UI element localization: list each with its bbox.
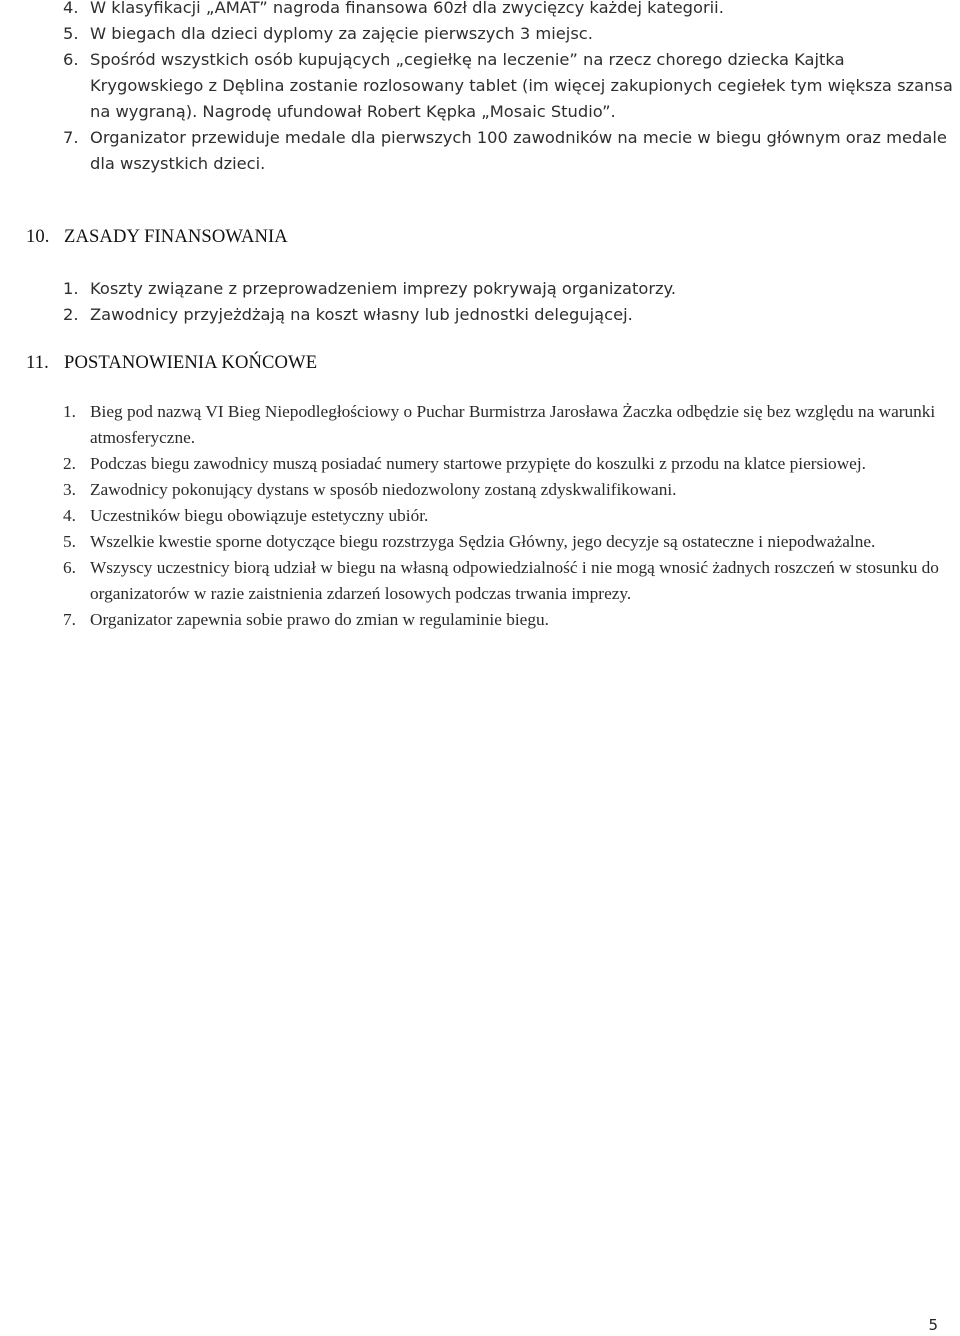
- list-item: [63, 47, 958, 125]
- item-text: Spośród wszystkich osób kupujących „cegiełkę na leczenie” na rzecz chorego dziecka Kajtka Krygowskiego z Dęblina zostanie rozlosowany tablet (im więcej zakupionych cegiełek tym większa szansa na wygraną). Nagrodę ufundował Robert Kępka „Mosaic Studio”.: [90, 50, 953, 121]
- financing-list: [63, 276, 958, 328]
- section-title: POSTANOWIENIA KOŃCOWE: [64, 352, 318, 373]
- item-text: Uczestników biegu obowiązuje estetyczny ubiór.: [90, 506, 429, 525]
- item-number: 1.: [63, 402, 76, 421]
- list-item: [63, 607, 958, 633]
- item-number: 4.: [63, 506, 76, 525]
- final-provisions-list: [63, 399, 958, 633]
- item-text: Wszyscy uczestnicy biorą udział w biegu na własną odpowiedzialność i nie mogą wnosić żadnych roszczeń w stosunku do organizatorów w razie zaistnienia zdarzeń losowych podczas trwania imprezy.: [90, 558, 939, 603]
- item-text: Zawodnicy pokonujący dystans w sposób niedozwolony zostaną zdyskwalifikowani.: [90, 480, 677, 499]
- list-item: [63, 0, 958, 21]
- item-number: 2.: [63, 305, 79, 324]
- section-number: 10.: [26, 226, 50, 247]
- list-item: [63, 399, 958, 451]
- list-item: [63, 302, 958, 328]
- list-item: [63, 276, 958, 302]
- item-text: Organizator przewiduje medale dla pierwszych 100 zawodników na mecie w biegu głównym oraz medale dla wszystkich dzieci.: [90, 128, 947, 173]
- item-text: Organizator zapewnia sobie prawo do zmian w regulaminie biegu.: [90, 610, 549, 629]
- section-title: ZASADY FINANSOWANIA: [64, 226, 288, 247]
- list-item: [63, 21, 958, 47]
- item-text: Wszelkie kwestie sporne dotyczące biegu rozstrzyga Sędzia Główny, jego decyzje są ostateczne i niepodważalne.: [90, 532, 876, 551]
- list-item: [63, 125, 958, 177]
- item-number: 7.: [63, 128, 79, 147]
- section-heading-financing: [26, 224, 288, 250]
- item-number: 2.: [63, 454, 76, 473]
- item-number: 1.: [63, 279, 79, 298]
- item-number: 4.: [63, 0, 79, 17]
- item-number: 5.: [63, 24, 79, 43]
- item-text: Koszty związane z przeprowadzeniem imprezy pokrywają organizatorzy.: [90, 279, 677, 298]
- item-text: W biegach dla dzieci dyplomy za zajęcie pierwszych 3 miejsc.: [90, 24, 593, 43]
- item-text: Zawodnicy przyjeżdżają na koszt własny lub jednostki delegującej.: [90, 305, 633, 324]
- item-number: 6.: [63, 558, 76, 577]
- item-text: W klasyfikacji „AMAT” nagroda finansowa 60zł dla zwycięzcy każdej kategorii.: [90, 0, 724, 17]
- list-item: [63, 529, 958, 555]
- section-number: 11.: [26, 352, 49, 373]
- prizes-list: [63, 0, 958, 177]
- list-item: [63, 477, 958, 503]
- item-number: 3.: [63, 480, 76, 499]
- page-number: 5: [928, 1316, 938, 1334]
- item-text: Podczas biegu zawodnicy muszą posiadać numery startowe przypięte do koszulki z przodu na klatce piersiowej.: [90, 454, 866, 473]
- item-number: 6.: [63, 50, 79, 69]
- list-item: [63, 503, 958, 529]
- list-item: [63, 451, 958, 477]
- item-number: 7.: [63, 610, 76, 629]
- item-number: 5.: [63, 532, 76, 551]
- item-text: Bieg pod nazwą VI Bieg Niepodległościowy o Puchar Burmistrza Jarosława Żaczka odbędzie się bez względu na warunki atmosferyczne.: [90, 402, 936, 447]
- list-item: [63, 555, 958, 607]
- section-heading-final-provisions: [26, 350, 317, 376]
